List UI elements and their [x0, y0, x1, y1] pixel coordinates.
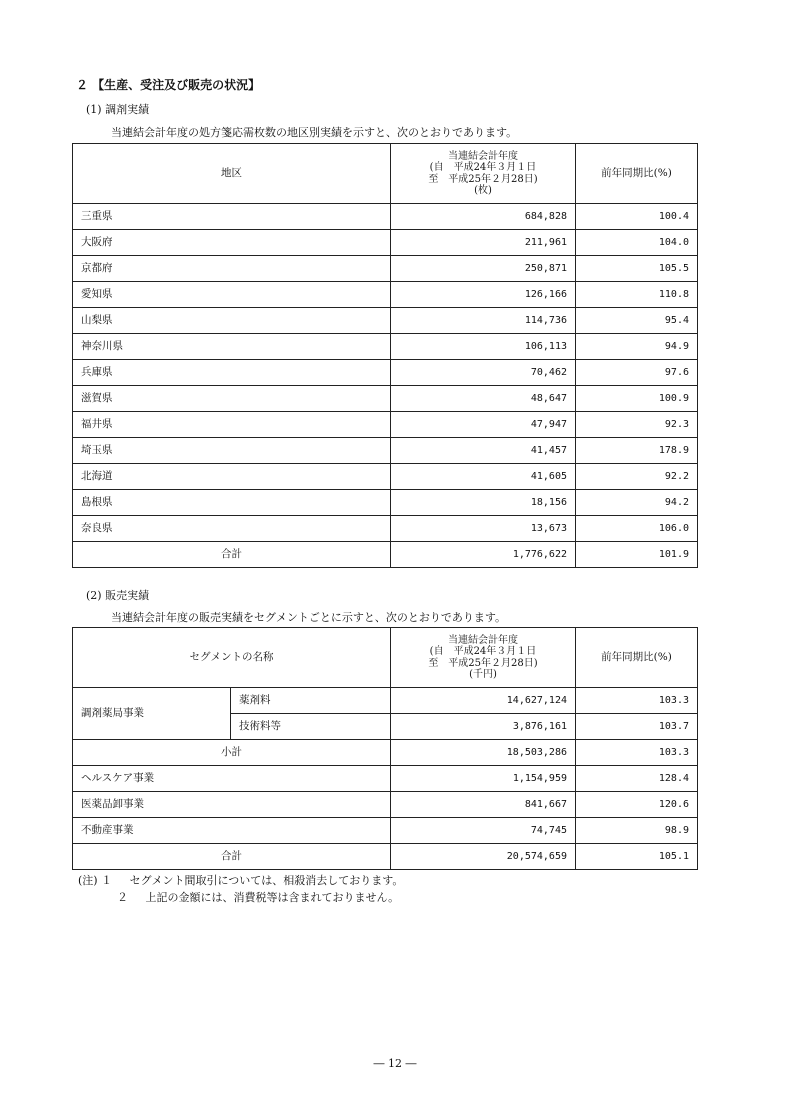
region-value: 47,947	[391, 412, 576, 438]
header-current-year	[391, 628, 576, 688]
note-2-number: ２	[117, 891, 128, 904]
region-name: 三重県	[73, 204, 391, 230]
total-ratio: 101.9	[576, 542, 698, 568]
region-name: 埼玉県	[73, 438, 391, 464]
segment-item-value: 3,876,161	[391, 714, 576, 740]
region-ratio: 92.2	[576, 464, 698, 490]
subtotal-row	[73, 740, 698, 766]
region-value: 106,113	[391, 334, 576, 360]
region-ratio: 100.4	[576, 204, 698, 230]
subsection-heading-sales: (2) 販売実績	[86, 589, 150, 602]
region-name: 愛知県	[73, 282, 391, 308]
total-label: 合計	[73, 844, 391, 870]
note-prefix: (注) １	[78, 874, 113, 887]
note-1-text: セグメント間取引については、相殺消去しております。	[129, 874, 404, 887]
header-line: 至 平成25年２月28日)	[428, 657, 538, 669]
table-row	[73, 490, 698, 516]
header-line: 当連結会計年度	[448, 634, 518, 646]
table-row	[73, 412, 698, 438]
header-line: (自 平成24年３月１日	[429, 646, 537, 657]
header-segment: セグメントの名称	[73, 628, 391, 688]
note-2-text: 上記の金額には、消費税等は含まれておりません。	[145, 891, 400, 904]
total-value: 20,574,659	[391, 844, 576, 870]
region-value: 41,457	[391, 438, 576, 464]
region-ratio: 105.5	[576, 256, 698, 282]
header-current-year	[391, 144, 576, 204]
header-yoy-ratio: 前年同期比(%)	[576, 628, 698, 688]
segment-name: 不動産事業	[73, 818, 391, 844]
table-row	[73, 204, 698, 230]
header-yoy-ratio: 前年同期比(%)	[576, 144, 698, 204]
header-line: (千円)	[469, 669, 497, 680]
region-name: 兵庫県	[73, 360, 391, 386]
segment-value: 841,667	[391, 792, 576, 818]
region-name: 福井県	[73, 412, 391, 438]
region-ratio: 110.8	[576, 282, 698, 308]
region-ratio: 100.9	[576, 386, 698, 412]
region-ratio: 178.9	[576, 438, 698, 464]
region-value: 70,462	[391, 360, 576, 386]
region-ratio: 106.0	[576, 516, 698, 542]
region-value: 250,871	[391, 256, 576, 282]
table-row	[73, 438, 698, 464]
segment-value: 74,745	[391, 818, 576, 844]
note-2	[117, 889, 399, 905]
section-heading: ２ 【生産、受注及び販売の状況】	[76, 78, 261, 92]
total-ratio: 105.1	[576, 844, 698, 870]
region-name: 島根県	[73, 490, 391, 516]
table-header-row	[73, 628, 698, 688]
region-value: 126,166	[391, 282, 576, 308]
region-name: 奈良県	[73, 516, 391, 542]
header-line: (自 平成24年３月１日	[429, 162, 537, 173]
segment-group-name: 調剤薬局事業	[73, 688, 231, 740]
note-1	[78, 872, 403, 888]
total-label: 合計	[73, 542, 391, 568]
region-name: 山梨県	[73, 308, 391, 334]
region-value: 48,647	[391, 386, 576, 412]
subsection-intro-dispensing: 当連結会計年度の処方箋応需枚数の地区別実績を示すと、次のとおりであります。	[111, 126, 518, 139]
subsection-heading-dispensing: (1) 調剤実績	[86, 103, 150, 116]
region-value: 684,828	[391, 204, 576, 230]
table-row	[73, 464, 698, 490]
region-name: 北海道	[73, 464, 391, 490]
segment-name: 医薬品卸事業	[73, 792, 391, 818]
header-line: (枚)	[474, 185, 492, 196]
region-name: 京都府	[73, 256, 391, 282]
segment-ratio: 120.6	[576, 792, 698, 818]
total-row	[73, 844, 698, 870]
segment-item-name: 技術料等	[231, 714, 391, 740]
region-ratio: 92.3	[576, 412, 698, 438]
subtotal-label: 小計	[73, 740, 391, 766]
table-row	[73, 230, 698, 256]
subsection-intro-sales: 当連結会計年度の販売実績をセグメントごとに示すと、次のとおりであります。	[111, 611, 507, 624]
subtotal-ratio: 103.3	[576, 740, 698, 766]
segment-item-ratio: 103.3	[576, 688, 698, 714]
region-name: 神奈川県	[73, 334, 391, 360]
segment-item-ratio: 103.7	[576, 714, 698, 740]
region-value: 41,605	[391, 464, 576, 490]
segment-value: 1,154,959	[391, 766, 576, 792]
header-region: 地区	[73, 144, 391, 204]
header-line: 当連結会計年度	[448, 150, 518, 162]
table-row	[73, 386, 698, 412]
subtotal-value: 18,503,286	[391, 740, 576, 766]
page-number: ― 12 ―	[373, 1057, 417, 1070]
header-line: 至 平成25年２月28日)	[428, 173, 538, 185]
region-name: 滋賀県	[73, 386, 391, 412]
segment-ratio: 98.9	[576, 818, 698, 844]
region-ratio: 94.2	[576, 490, 698, 516]
table-row	[73, 334, 698, 360]
segment-ratio: 128.4	[576, 766, 698, 792]
region-value: 114,736	[391, 308, 576, 334]
region-ratio: 104.0	[576, 230, 698, 256]
sales-table	[72, 627, 698, 870]
table-row	[73, 766, 698, 792]
table-header-row	[73, 144, 698, 204]
region-ratio: 97.6	[576, 360, 698, 386]
table-row	[73, 308, 698, 334]
table-row	[73, 818, 698, 844]
table-row	[73, 256, 698, 282]
table-row	[73, 282, 698, 308]
segment-item-value: 14,627,124	[391, 688, 576, 714]
total-value: 1,776,622	[391, 542, 576, 568]
region-ratio: 95.4	[576, 308, 698, 334]
region-value: 18,156	[391, 490, 576, 516]
table-row	[73, 516, 698, 542]
region-ratio: 94.9	[576, 334, 698, 360]
table-row	[73, 688, 698, 714]
table-row	[73, 792, 698, 818]
table-row	[73, 360, 698, 386]
segment-name: ヘルスケア事業	[73, 766, 391, 792]
total-row	[73, 542, 698, 568]
region-name: 大阪府	[73, 230, 391, 256]
region-value: 13,673	[391, 516, 576, 542]
region-value: 211,961	[391, 230, 576, 256]
segment-item-name: 薬剤料	[231, 688, 391, 714]
dispensing-table	[72, 143, 698, 568]
